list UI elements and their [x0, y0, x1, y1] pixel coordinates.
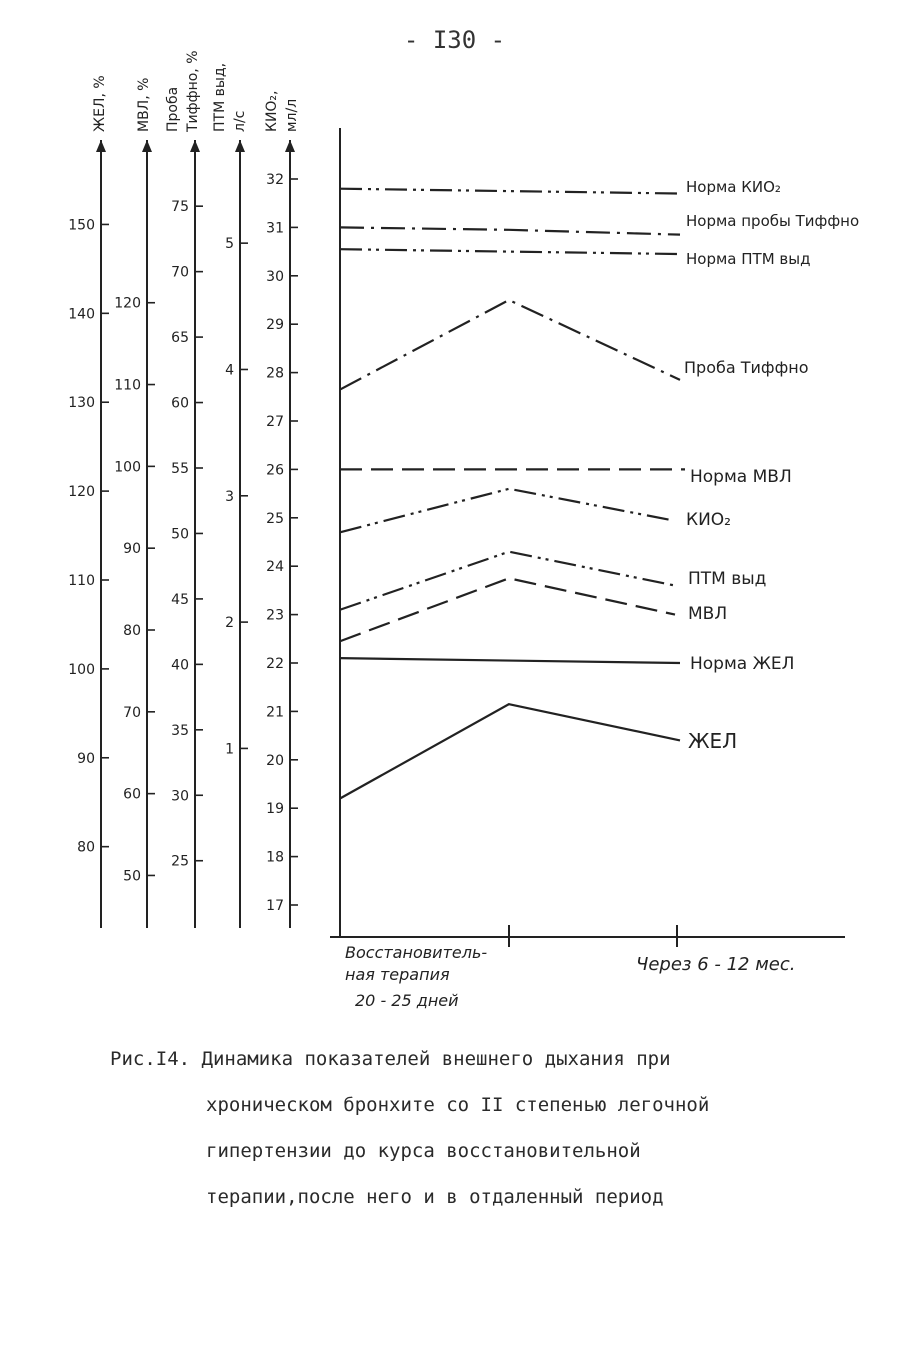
series-label: Норма ЖЕЛ	[690, 654, 795, 674]
tick	[266, 414, 298, 430]
tick	[171, 592, 203, 608]
series-line	[340, 552, 675, 610]
tick	[171, 461, 203, 477]
tick-label: 20	[266, 752, 284, 769]
x-label-line: 20 - 25 дней	[355, 991, 459, 1010]
tick-label: 50	[171, 526, 189, 543]
axis-title-line: КИО₂,	[264, 90, 280, 132]
tick	[266, 801, 298, 817]
tick	[68, 306, 109, 322]
series-line	[340, 704, 680, 798]
axes-layer	[68, 50, 300, 928]
series-line	[340, 578, 675, 641]
series-2	[340, 212, 859, 235]
tick-label: 80	[77, 839, 95, 856]
tick-label: 22	[266, 656, 284, 672]
tick	[225, 741, 248, 757]
tick-label: 110	[68, 573, 95, 589]
series-7	[340, 552, 766, 610]
tick-label: 27	[266, 414, 284, 430]
series-line	[340, 227, 680, 234]
tick	[171, 526, 203, 542]
tick-label: 140	[68, 306, 95, 323]
tick-label: 100	[68, 661, 95, 678]
tick-label: 60	[123, 786, 141, 803]
axis-arrow-icon	[285, 140, 295, 152]
tick	[77, 840, 109, 856]
tick-label: 1	[225, 741, 234, 758]
tick-label: 45	[171, 591, 189, 608]
tick	[266, 559, 298, 575]
tick-label: 18	[266, 849, 284, 866]
axis-title-line: ЖЕЛ, %	[92, 75, 108, 132]
axis-title	[264, 91, 300, 133]
axis-5	[264, 91, 300, 929]
tick	[114, 296, 155, 312]
tick-label: 5	[225, 236, 234, 253]
tick-label: 23	[266, 607, 284, 624]
series-line	[340, 658, 680, 663]
series-label: Проба Тиффно	[684, 358, 809, 377]
tick	[68, 484, 109, 500]
series-8	[340, 578, 727, 641]
tick-label: 55	[171, 461, 189, 477]
tick	[266, 172, 298, 188]
axis-title-line: Проба	[165, 86, 181, 132]
axis-1	[68, 75, 109, 928]
tick-label: 17	[266, 898, 284, 914]
tick-label: 28	[266, 365, 284, 382]
tick-label: 120	[68, 484, 95, 501]
axis-arrow-icon	[142, 140, 152, 152]
series-label: Норма пробы Тиффно	[686, 212, 860, 230]
tick-label: 31	[266, 220, 284, 237]
tick-label: 50	[123, 868, 141, 885]
tick-label: 130	[68, 395, 95, 412]
tick-label: 25	[171, 853, 189, 870]
tick-label: 32	[266, 172, 284, 188]
tick	[114, 459, 155, 475]
tick-label: 29	[266, 317, 284, 334]
tick	[171, 265, 203, 281]
tick-label: 2	[225, 615, 234, 632]
tick	[266, 704, 298, 720]
series-label: ЖЕЛ	[688, 729, 738, 753]
tick-label: 110	[114, 377, 141, 394]
series-label: МВЛ	[688, 604, 728, 624]
tick	[123, 868, 155, 884]
series-line	[340, 249, 680, 254]
axis-title	[136, 78, 152, 132]
tick-label: 40	[171, 657, 189, 674]
tick	[171, 788, 203, 804]
axis-title-line: мл/л	[284, 98, 300, 132]
tick	[77, 751, 109, 767]
tick-label: 19	[266, 801, 284, 818]
tick-label: 90	[77, 750, 95, 767]
tick-label: 60	[171, 395, 189, 412]
tick	[266, 269, 298, 285]
axis-arrow-icon	[96, 140, 106, 152]
tick	[171, 199, 203, 215]
tick	[123, 541, 155, 557]
tick	[68, 662, 109, 678]
tick	[123, 705, 155, 721]
axis-title-line: ПТМ выд,	[212, 62, 228, 132]
caption-line-4: терапии,после него и в отдаленный период	[206, 1186, 664, 1208]
tick	[68, 217, 109, 233]
tick	[171, 330, 203, 346]
axis-title-line: МВЛ, %	[136, 77, 152, 132]
axis-title	[165, 50, 201, 133]
page-number: - I30 -	[403, 26, 506, 54]
tick	[266, 220, 298, 236]
tick	[171, 657, 203, 673]
series-line	[340, 300, 680, 390]
tick	[225, 362, 248, 378]
tick-label: 80	[123, 623, 141, 639]
axis-title-line: Тиффно, %	[185, 50, 201, 132]
series-label: Норма КИО₂	[686, 178, 781, 196]
series-label: КИО₂	[686, 510, 731, 530]
caption-line-1: Рис.I4. Динамика показателей внешнего дыхания при	[110, 1048, 671, 1070]
tick-label: 150	[68, 217, 95, 234]
tick-label: 90	[123, 541, 141, 558]
x-label-line: Восстановитель-	[345, 943, 488, 962]
tick-label: 100	[114, 459, 141, 476]
axis-title	[212, 63, 248, 132]
series-6	[340, 489, 731, 533]
series-label: Норма МВЛ	[690, 467, 792, 487]
axis-2	[114, 78, 155, 928]
tick	[123, 623, 155, 639]
series-5	[340, 467, 792, 487]
plot-layer	[330, 128, 859, 1010]
tick	[171, 396, 203, 412]
tick-label: 30	[266, 268, 284, 285]
axis-4	[212, 63, 248, 928]
series-line	[340, 489, 672, 533]
tick	[266, 608, 298, 624]
axis-title	[92, 75, 108, 132]
tick-label: 120	[114, 295, 141, 312]
tick-label: 25	[266, 510, 284, 527]
tick	[266, 462, 298, 478]
tick-label: 21	[266, 704, 284, 721]
tick-label: 4	[225, 362, 234, 379]
tick	[171, 723, 203, 739]
tick	[266, 753, 298, 769]
tick-label: 30	[171, 788, 189, 805]
series-9	[340, 654, 794, 674]
series-1	[340, 178, 781, 196]
tick	[225, 615, 248, 631]
tick	[266, 511, 298, 527]
series-line	[340, 189, 680, 194]
caption-line-3: гипертензии до курса восстановительной	[206, 1140, 641, 1162]
tick	[266, 850, 298, 866]
tick	[171, 854, 203, 870]
series-label: ПТМ выд	[688, 569, 767, 589]
series-4	[340, 300, 809, 390]
tick	[68, 573, 109, 589]
x-label-line: Через 6 - 12 мес.	[636, 954, 796, 975]
tick-label: 24	[266, 559, 284, 576]
axis-title-line: л/с	[232, 110, 248, 132]
x-label-line: ная терапия	[345, 965, 450, 984]
tick	[225, 236, 248, 252]
tick	[266, 317, 298, 333]
tick	[114, 378, 155, 394]
series-10	[340, 704, 737, 798]
tick-label: 3	[225, 488, 234, 505]
axis-arrow-icon	[190, 140, 200, 152]
tick-label: 35	[171, 722, 189, 739]
tick-label: 70	[171, 264, 189, 281]
tick-label: 75	[171, 199, 189, 216]
tick	[68, 395, 109, 411]
series-3	[340, 249, 810, 268]
tick-label: 70	[123, 704, 141, 721]
tick-label: 26	[266, 462, 284, 479]
tick	[266, 898, 298, 914]
tick	[123, 787, 155, 803]
axis-3	[165, 50, 203, 928]
caption-line-2: хроническом бронхите со II степенью легочной	[206, 1094, 710, 1116]
tick-label: 65	[171, 330, 189, 347]
tick	[266, 656, 298, 672]
tick	[225, 489, 248, 505]
series-label: Норма ПТМ выд	[686, 250, 811, 268]
axis-arrow-icon	[235, 140, 245, 152]
tick	[266, 366, 298, 382]
